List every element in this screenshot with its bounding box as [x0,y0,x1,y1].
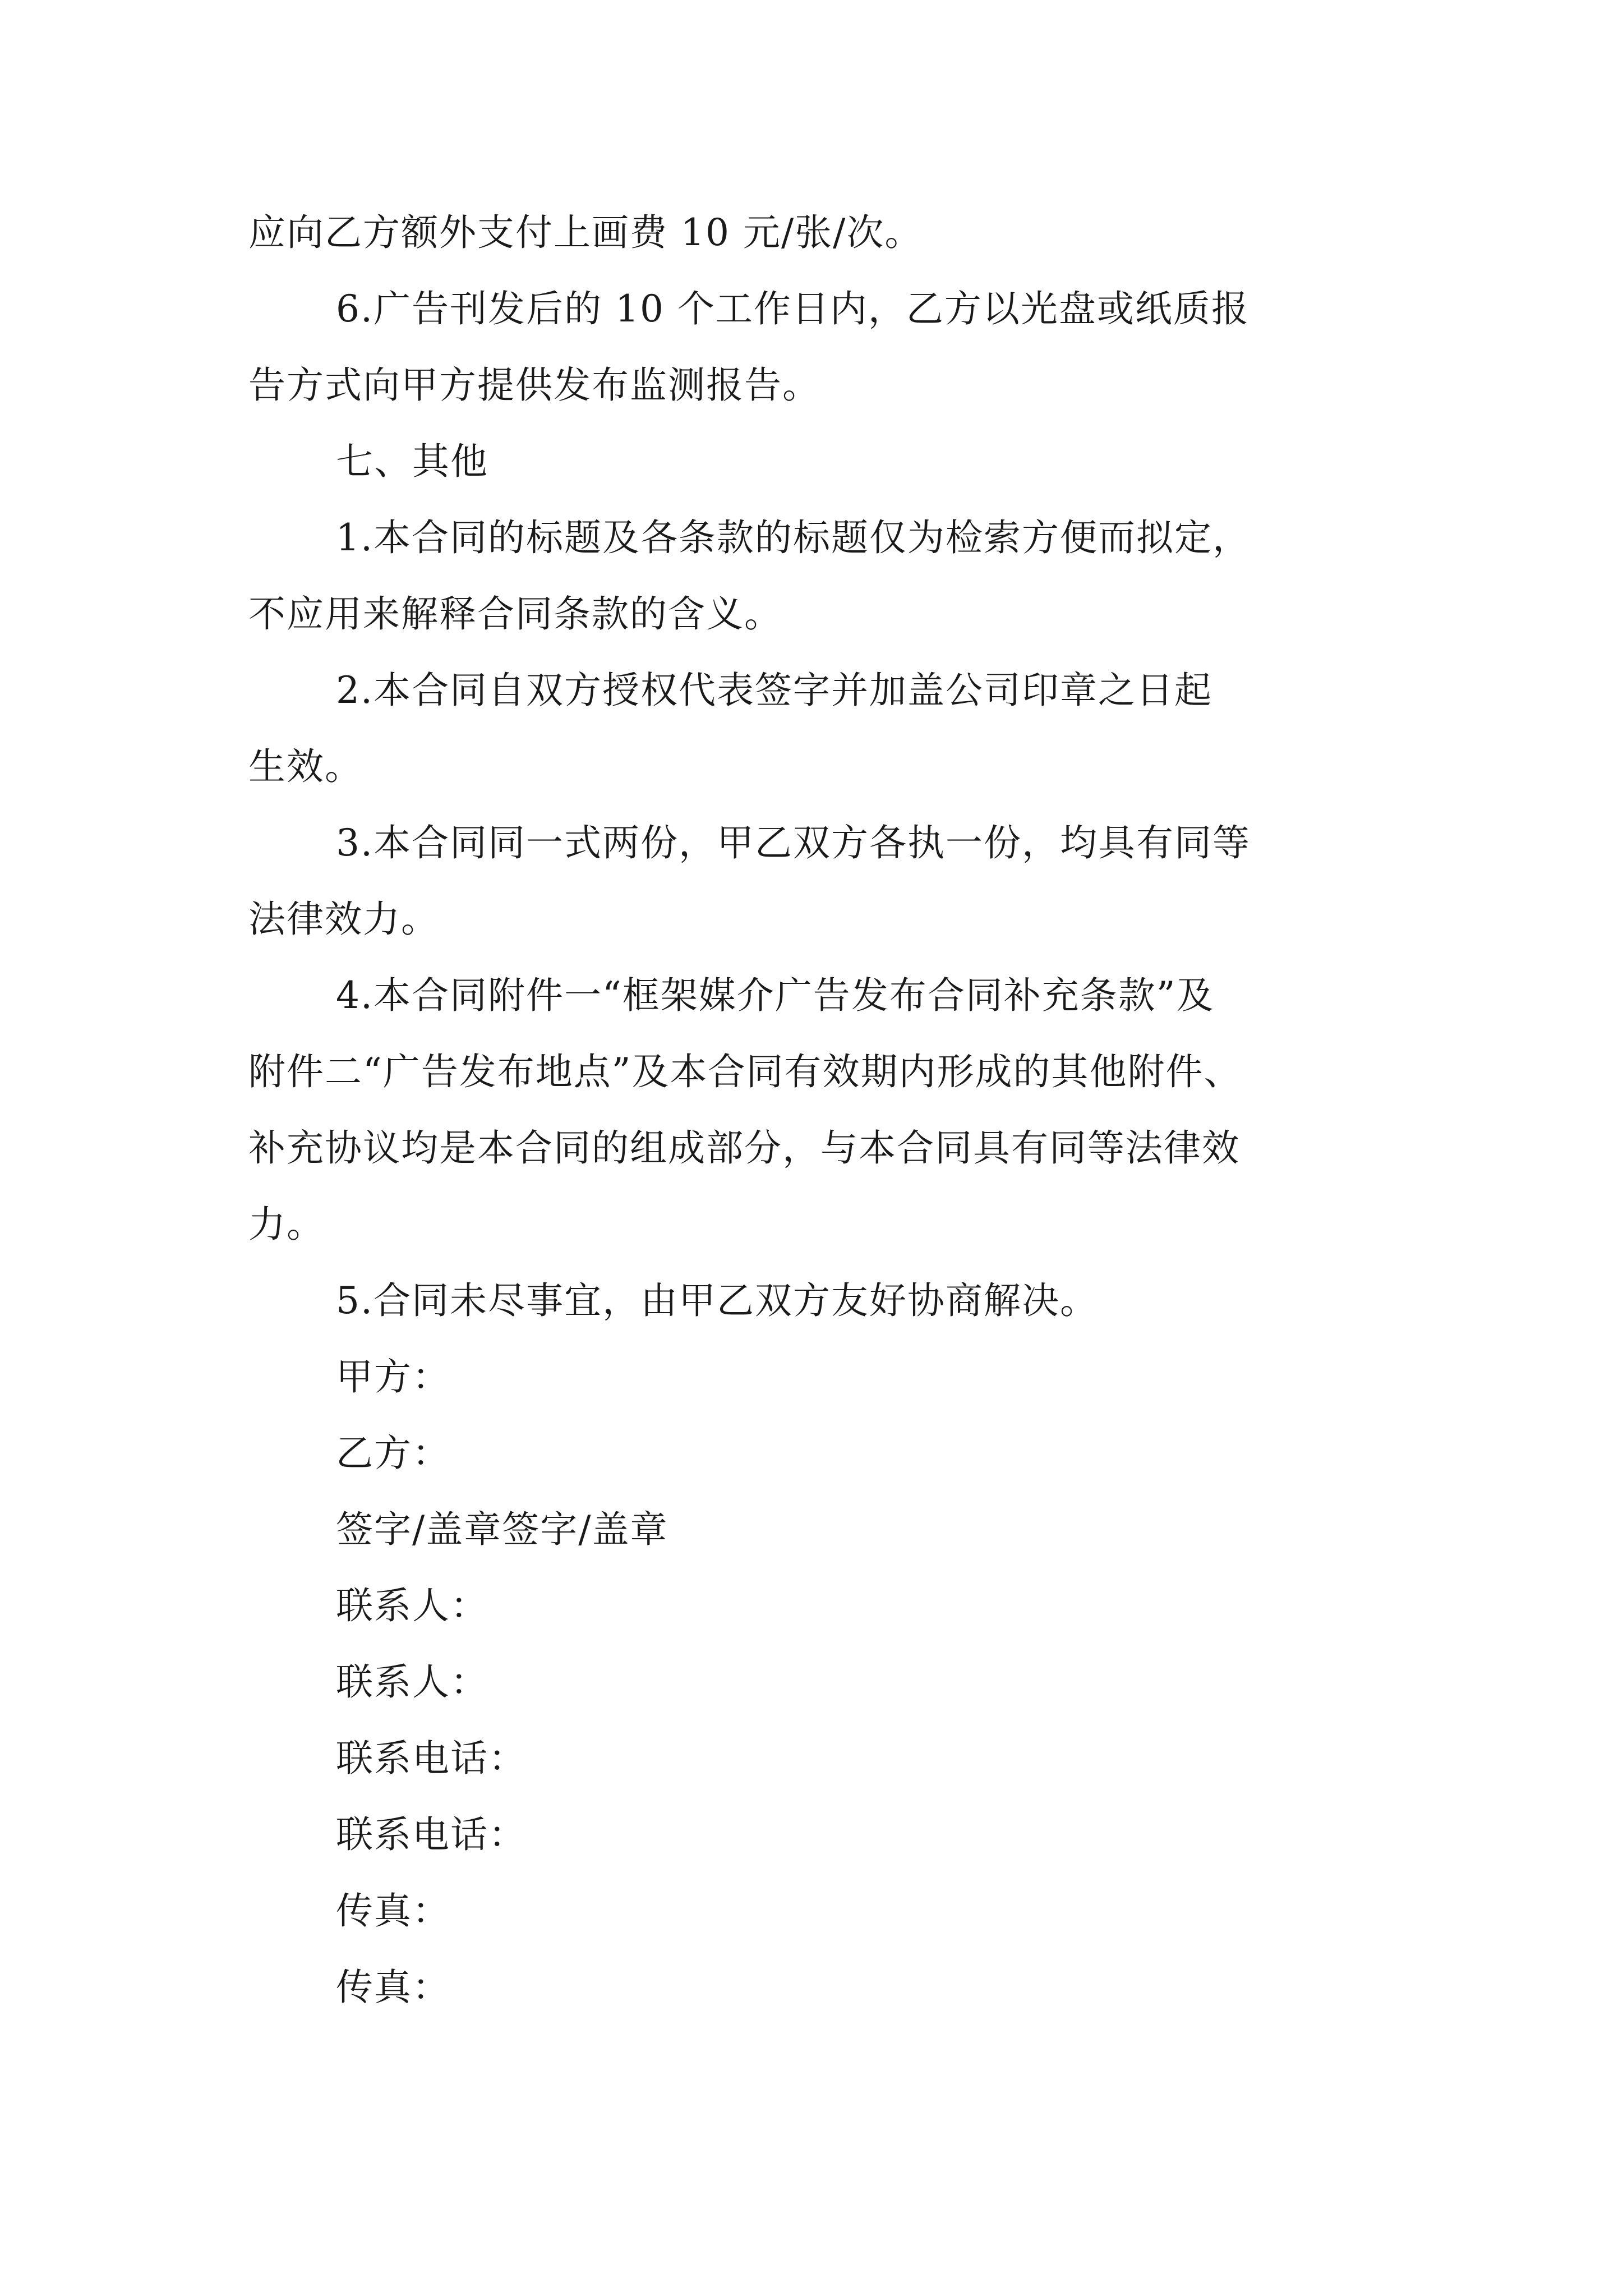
body-line: 附件二“广告发布地点”及本合同有效期内形成的其他附件、 [248,1050,1242,1093]
body-line: 应向乙方额外支付上画费 10 元/张/次。 [248,211,923,254]
body-line: 生效。 [248,745,363,788]
body-line: 不应用来解释合同条款的含义。 [248,592,782,636]
body-line: 力。 [248,1203,325,1246]
clause-3: 3.本合同同一式两份，甲乙双方各执一份，均具有同等 [336,821,1251,864]
party-a-label: 甲方： [336,1355,450,1398]
clause-4: 4.本合同附件一“框架媒介广告发布合同补充条款”及 [336,974,1215,1017]
party-b-label: 乙方： [336,1432,450,1475]
body-line: 告方式向甲方提供发布监测报告。 [248,364,820,407]
signature-seal-label: 签字/盖章签字/盖章 [336,1508,668,1551]
fax-label: 传真： [336,1966,450,2009]
clause-5: 5.合同未尽事宜，由甲乙双方友好协商解决。 [336,1279,1098,1322]
contact-phone-label: 联系电话： [336,1813,527,1856]
contact-phone-label: 联系电话： [336,1737,527,1780]
body-line: 法律效力。 [248,898,439,941]
fax-label: 传真： [336,1889,450,1932]
clause-1: 1.本合同的标题及各条款的标题仅为检索方便而拟定， [336,516,1251,559]
body-line: 补充协议均是本合同的组成部分，与本合同具有同等法律效 [248,1126,1240,1170]
section-heading-other: 七、其他 [336,440,488,483]
contact-person-label: 联系人： [336,1584,488,1627]
contact-person-label: 联系人： [336,1660,488,1704]
clause-6: 6.广告刊发后的 10 个工作日内，乙方以光盘或纸质报 [336,287,1249,330]
clause-2: 2.本合同自双方授权代表签字并加盖公司印章之日起 [336,669,1212,712]
